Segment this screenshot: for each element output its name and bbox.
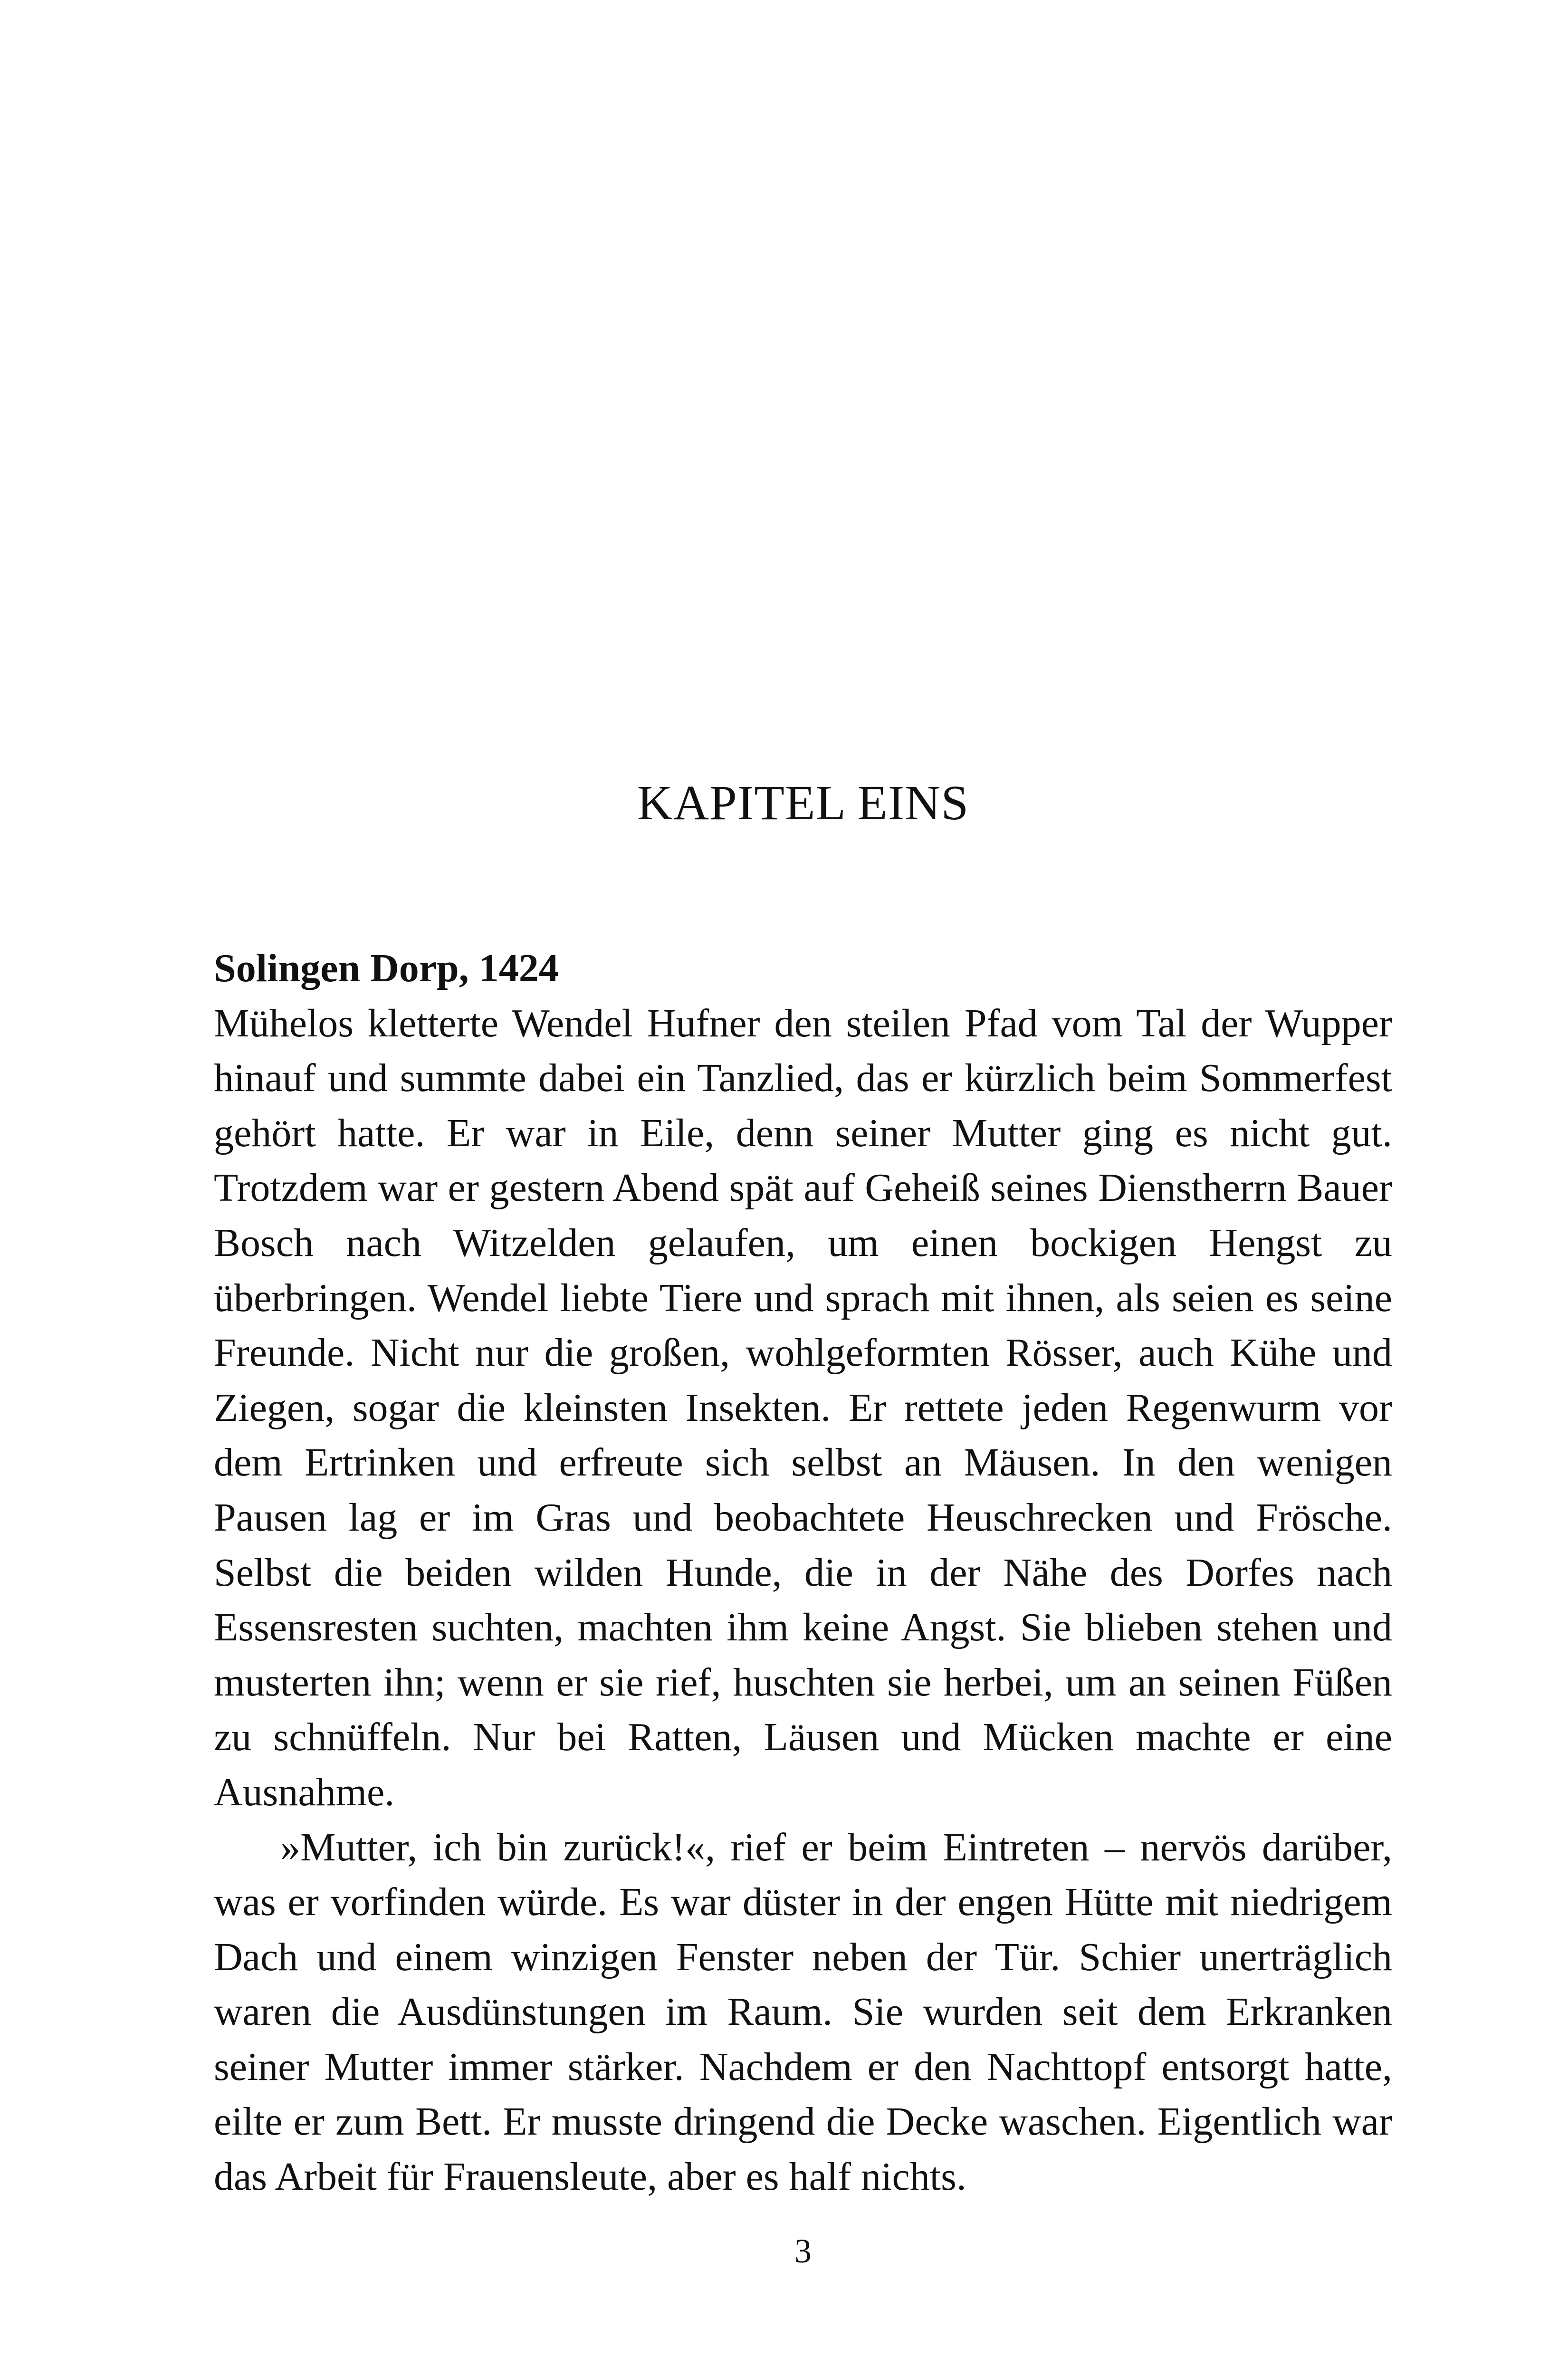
section-heading: Solingen Dorp, 1424: [214, 946, 559, 990]
chapter-body: [214, 941, 1392, 2204]
paragraph-2: »Mutter, ich bin zurück!«, rief er beim Eintreten – nervös darüber, was er vorfinden würde. Es war düster in der engen Hütte mit niedrigem Dach und einem winzigen Fenster neben der Tür. Schier unerträglich waren die Ausdünstungen im Raum. Sie wurden seit dem Erkranken seiner Mutter immer stärker. Nachdem er den Nachttopf entsorgt hatte, eilte er zum Bett. Er musste dringend die Decke waschen. Eigentlich war das Arbeit für Frauensleute, aber es half nichts.: [214, 1825, 1392, 2199]
paragraph-1: Mühelos kletterte Wendel Hufner den steilen Pfad vom Tal der Wupper hinauf und summte dabei ein Tanzlied, das er kürzlich beim Sommerfest gehört hatte. Er war in Eile, denn seiner Mutter ging es nicht gut. Trotzdem war er gestern Abend spät auf Geheiß seines Dienstherrn Bauer Bosch nach Witzelden gelaufen, um einen bockigen Hengst zu überbringen. Wendel liebte Tiere und sprach mit ihnen, als seien es seine Freunde. Nicht nur die großen, wohlgeformten Rösser, auch Kühe und Ziegen, sogar die kleinsten Insekten. Er rettete jeden Regenwurm vor dem Ertrinken und erfreute sich selbst an Mäusen. In den wenigen Pausen lag er im Gras und beobachtete Heuschrecken und Frösche. Selbst die beiden wilden Hunde, die in der Nähe des Dorfes nach Essensresten suchten, machten ihm keine Angst. Sie blieben stehen und musterten ihn; wenn er sie rief, huschten sie herbei, um an seinen Füßen zu schnüffeln. Nur bei Ratten, Läusen und Mücken machte er eine Ausnahme.: [214, 1001, 1392, 1814]
page-number: 3: [794, 2232, 812, 2270]
chapter-title: KAPITEL EINS: [637, 776, 969, 830]
